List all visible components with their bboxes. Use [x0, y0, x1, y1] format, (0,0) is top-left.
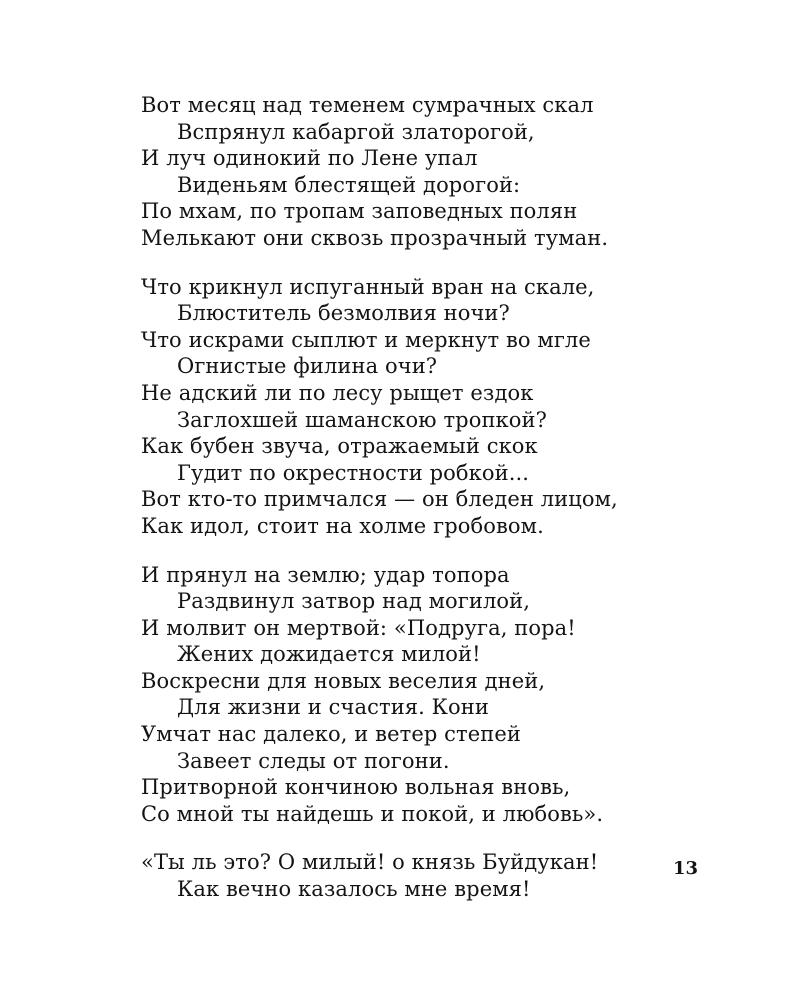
poem-line: Что крикнул испуганный вран на скале,	[141, 274, 595, 299]
poem-line: Со мной ты найдешь и покой, и любовь».	[141, 801, 604, 826]
poem-line: Притворной кончиною вольная вновь,	[141, 775, 571, 800]
poem-line: Огнистые филина очи?	[177, 354, 438, 379]
poem-line: Вот месяц над теменем сумрачных скал	[141, 93, 594, 117]
poem-line: Блюститель безмолвия ночи?	[177, 301, 510, 326]
poem-line: Как идол, стоит на холме гробовом.	[141, 513, 544, 538]
page-number: 13	[673, 858, 699, 879]
poem-line: Умчат нас далеко, и ветер степей	[141, 722, 522, 747]
poem-line: Гудит по окрестности робкой...	[177, 460, 530, 485]
poem-line: Раздвинул затвор над могилой,	[177, 589, 531, 614]
poem-line: Вот кто-то примчался — он бледен лицом,	[141, 487, 618, 512]
stanza	[141, 849, 681, 902]
poem-line: «Ты ль это? О милый! о князь Буйдукан!	[141, 850, 599, 875]
poem-line: Мелькают они сквозь прозрачный туман.	[141, 225, 609, 250]
poem-line: Заглохшей шаманскою тропкой?	[177, 407, 547, 432]
poem-line: Виденьям блестящей дорогой:	[177, 172, 521, 197]
stanza	[141, 562, 681, 828]
poem-line: Для жизни и счастия. Кони	[177, 695, 489, 720]
poem-line: Что искрами сыплют и меркнут во мгле	[141, 327, 591, 352]
poem-line: И луч одинокий по Лене упал	[141, 146, 478, 171]
poem-line: Вспрянул кабаргой златорогой,	[177, 119, 535, 144]
poem-line: Завеет следы от погони.	[177, 748, 450, 773]
poem-line: По мхам, по тропам заповедных полян	[141, 199, 578, 224]
poem-line: Как бубен звуча, отражаемый скок	[141, 434, 538, 459]
poem-line: Не адский ли по лесу рыщет ездок	[141, 380, 534, 405]
poem-line: И молвит он мертвой: «Подруга, пора!	[141, 615, 576, 640]
poem-line: Как вечно казалось мне время!	[177, 877, 531, 902]
stanza	[141, 274, 681, 540]
poem-line: И прянул на землю; удар топора	[141, 562, 510, 587]
poem-line: Воскресни для новых веселия дней,	[141, 668, 546, 693]
poem-line: Жених дожидается милой!	[177, 642, 481, 667]
stanza	[141, 92, 681, 252]
poem	[141, 92, 681, 903]
